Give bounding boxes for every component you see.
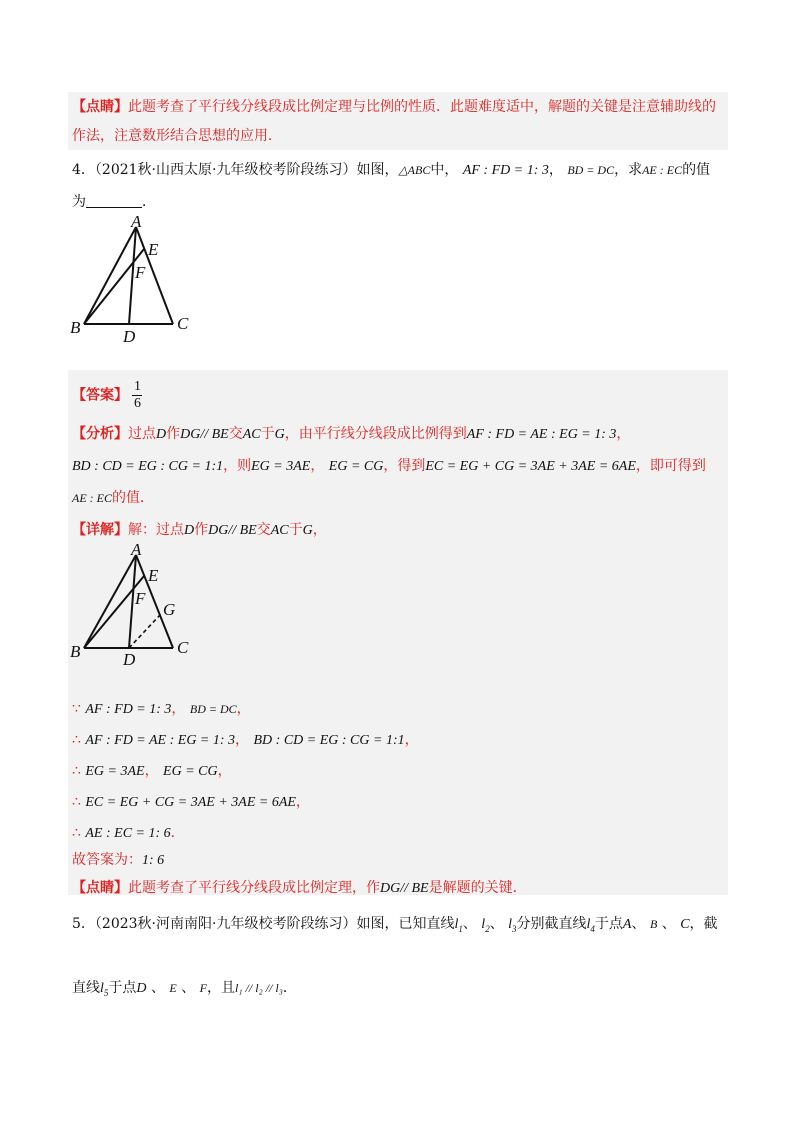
math-l4: l: [586, 917, 591, 932]
text: ，由平行线分线段成比例得到: [284, 426, 467, 442]
detail-tag: 【详解】: [72, 522, 128, 538]
comma: ，: [217, 763, 232, 779]
text: 过点: [128, 426, 156, 442]
comma: ，: [171, 701, 186, 717]
text-wei: 为: [72, 194, 86, 210]
analysis-tag: 【分析】: [72, 426, 128, 442]
text: 、: [631, 916, 646, 932]
remark-tag: 【点睛】: [72, 99, 128, 115]
text: 作: [194, 522, 209, 538]
text: 解：过点: [128, 522, 184, 538]
label-B: B: [70, 318, 81, 337]
label-F: F: [135, 589, 146, 608]
text: 、: [462, 916, 477, 932]
answer-fraction: [132, 380, 142, 411]
answer-tag: 【答案】: [72, 387, 128, 404]
math-eq3: EG = 3AE: [251, 459, 311, 474]
step-5: [72, 823, 185, 844]
final-answer-label: 故答案为：: [72, 852, 142, 868]
math-d: D: [156, 427, 167, 442]
fraction-numerator: 1: [133, 379, 141, 394]
condition-bd-dc: BD = DC: [567, 163, 615, 177]
text: 于: [260, 426, 275, 442]
analysis-line3: [72, 488, 154, 508]
segment-ab: [84, 227, 136, 324]
question-source: （2023秋·河南南阳·九年级校考阶段练习）如图，已知直线: [94, 916, 455, 932]
remark-tag: 【点睛】: [72, 880, 128, 896]
label-D: D: [123, 650, 136, 669]
subscript: 4: [590, 923, 595, 934]
math-dg-parallel-be: DG// BE: [380, 881, 429, 896]
text: ，: [312, 522, 327, 538]
subscript: 3: [512, 923, 517, 934]
math-eq4: EG = CG: [328, 459, 384, 474]
math-e: E: [169, 981, 177, 995]
math: AF : FD = 1: 3: [85, 702, 172, 717]
remark-text: 是解题的关键．: [428, 880, 527, 896]
math-l1: l: [454, 917, 459, 932]
therefore-symbol: ∴: [72, 794, 81, 810]
math: BD = DC: [189, 702, 237, 716]
math: AE : EC = 1: 6: [85, 826, 171, 841]
label-B: B: [70, 642, 81, 661]
math-eq2: BD : CD = EG : CG = 1:1: [72, 459, 224, 474]
comma: ，: [404, 732, 419, 748]
therefore-symbol: ∴: [72, 763, 81, 779]
subscript: 2: [485, 923, 490, 934]
period: ．: [170, 825, 185, 841]
text-value: 的值: [682, 162, 711, 178]
period: ．: [142, 194, 156, 210]
step-1: [72, 699, 251, 720]
segment-ab: [84, 555, 136, 648]
text: 、: [661, 916, 676, 932]
detail-line1: [72, 520, 327, 541]
text: ，: [616, 426, 631, 442]
math-a: A: [622, 917, 632, 932]
text: 作: [166, 426, 181, 442]
math-dg-parallel-be: DG// BE: [208, 523, 257, 538]
text: ，即可得到: [635, 458, 706, 474]
answer-blank: [86, 193, 142, 208]
step-2: [72, 730, 419, 751]
math-eq6: AE : EC: [72, 491, 112, 505]
condition-af-fd: AF : FD = 1: 3: [462, 163, 549, 178]
text: 交: [228, 426, 243, 442]
text: ，截: [689, 916, 718, 932]
label-F: F: [135, 263, 146, 282]
comma: ，: [548, 162, 563, 178]
text: 直线: [72, 980, 100, 996]
math: EC = EG + CG = 3AE + 3AE = 6AE: [85, 795, 296, 810]
text: 的值．: [112, 490, 154, 506]
math-eq5: EC = EG + CG = 3AE + 3AE = 6AE: [425, 459, 636, 474]
label-A: A: [131, 540, 142, 559]
remark-text: 此题考查了平行线分线段成比例定理与比例的性质．此题难度适中，解题的关键是注意辅助线的: [128, 99, 716, 115]
text-zhong: 中，: [430, 162, 459, 178]
analysis-line2: [72, 456, 706, 477]
math-c: C: [680, 917, 690, 932]
math-parallel-lines: l₁ // l₂ // l₃: [235, 981, 283, 995]
math-ac: AC: [242, 427, 261, 442]
label-C: C: [177, 314, 189, 333]
text: 交: [256, 522, 271, 538]
math-g: G: [302, 523, 313, 538]
text-ask: ，求: [614, 162, 643, 178]
top-remark-line1: [72, 97, 716, 117]
text: 、: [489, 916, 504, 932]
segment-be: [84, 576, 144, 648]
analysis-line1: [72, 424, 630, 445]
top-remark-line2: 作法，注意数形结合思想的应用．: [72, 128, 282, 144]
math-l2: l: [481, 917, 486, 932]
question-4-line2: [72, 192, 156, 212]
question-number: 5．: [72, 916, 95, 932]
text: 、: [181, 980, 196, 996]
math-l3: l: [508, 917, 513, 932]
question-5-line1: [72, 914, 718, 939]
math-d: D: [136, 981, 147, 996]
math-d: D: [184, 523, 195, 538]
math-l5: l: [100, 981, 104, 996]
math-eq1: AF : FD = AE : EG = 1: 3: [466, 427, 617, 442]
text: ，且: [207, 980, 236, 996]
question-5-line2: [72, 978, 297, 1003]
text: ，得到: [383, 458, 426, 474]
math: EG = CG: [163, 764, 218, 779]
label-D: D: [123, 327, 136, 346]
label-C: C: [177, 638, 189, 657]
period: ．: [282, 980, 297, 996]
math-f: F: [199, 981, 208, 995]
bottom-remark: [72, 878, 527, 899]
question-4-line1: [72, 160, 710, 181]
step-4: [72, 792, 310, 813]
subscript: 1: [458, 923, 463, 934]
answer-line: [72, 380, 142, 411]
segment-dg-dashed: [129, 615, 160, 648]
final-answer-value: 1: 6: [142, 853, 165, 868]
text: 分别截直线: [516, 916, 587, 932]
triangle-figure: [60, 212, 210, 347]
text: 于: [288, 522, 303, 538]
comma: ，: [144, 763, 159, 779]
math-dg-parallel-be: DG// BE: [180, 427, 229, 442]
triangle-label: △ABC: [398, 163, 431, 177]
text: ，: [310, 458, 325, 474]
segment-be: [84, 249, 144, 324]
because-symbol: ∵: [72, 701, 81, 717]
label-A: A: [131, 212, 142, 231]
math: AF : FD = AE : EG = 1: 3: [85, 733, 236, 748]
final-answer: [72, 850, 164, 871]
text: 于点: [594, 916, 623, 932]
label-E: E: [148, 566, 159, 585]
label-E: E: [148, 240, 159, 259]
comma: ，: [295, 794, 310, 810]
question-number: 4．: [72, 162, 95, 178]
math-g: G: [274, 427, 285, 442]
therefore-symbol: ∴: [72, 825, 81, 841]
therefore-symbol: ∴: [72, 732, 81, 748]
comma: ，: [236, 701, 251, 717]
math: BD : CD = EG : CG = 1:1: [253, 733, 405, 748]
text: 于点: [108, 980, 137, 996]
step-3: [72, 761, 232, 782]
label-G: G: [163, 600, 176, 619]
math-b: B: [649, 917, 658, 931]
text: 、: [150, 980, 165, 996]
fraction-denominator: 6: [133, 396, 141, 411]
question-source: （2021秋·山西太原·九年级校考阶段练习）如图，: [94, 162, 399, 178]
target-ratio: AE : EC: [642, 163, 683, 177]
triangle-figure-with-g: [60, 540, 210, 670]
text: ，则: [223, 458, 252, 474]
subscript: 5: [103, 987, 109, 998]
remark-text: 此题考查了平行线分线段成比例定理，作: [128, 880, 380, 896]
math: EG = 3AE: [85, 764, 145, 779]
math-ac: AC: [270, 523, 289, 538]
comma: ，: [235, 732, 250, 748]
